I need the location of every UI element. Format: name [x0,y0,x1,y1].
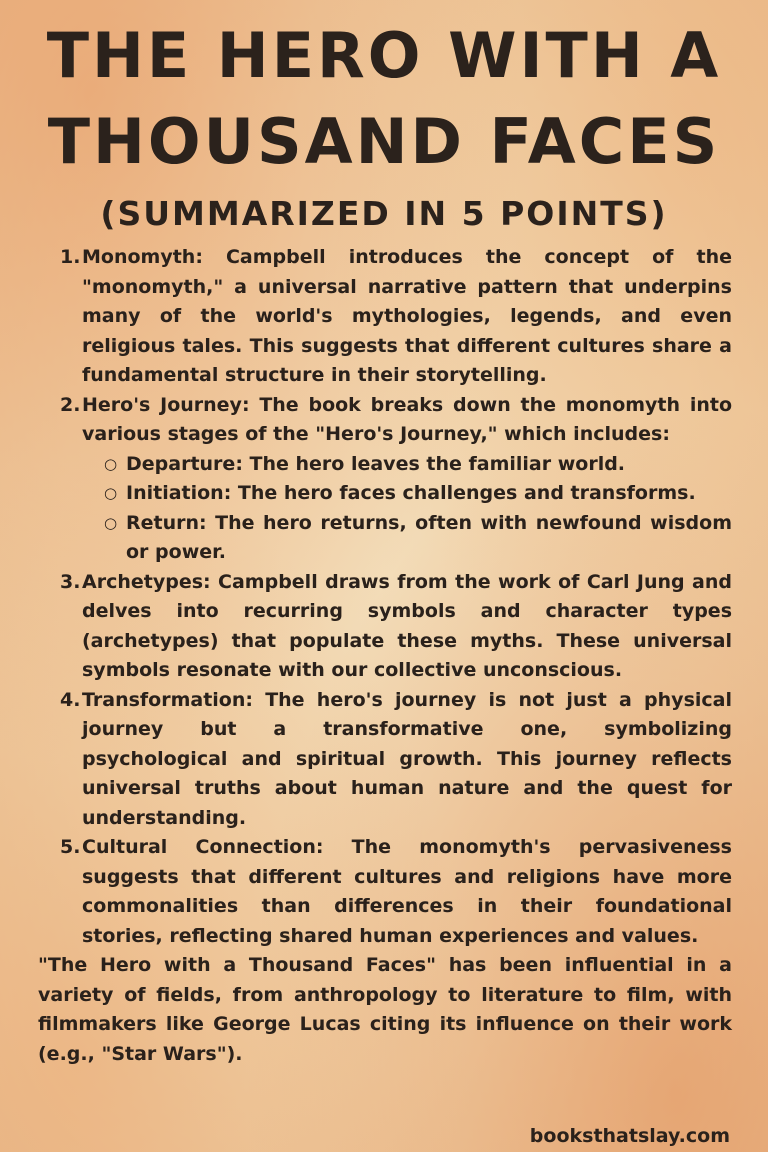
circle-bullet-icon: ○ [104,454,118,473]
point-4 [60,686,732,834]
point-2 [60,391,732,568]
point-text: Hero's Journey: The book breaks down the monomyth into various stages of the "Hero's Journey," which includes: [82,393,732,445]
stage-departure [104,450,732,480]
stage-text: Initiation: The hero faces challenges and transforms. [126,482,696,504]
point-text: Archetypes: Campbell draws from the work of Carl Jung and delves into recurring symbols and character types (archetypes) that populate these myths. These universal symbols resonate with our collective unconscious. [82,570,732,681]
stage-text: Departure: The hero leaves the familiar world. [126,452,626,475]
journey-stages-list [82,450,732,568]
stage-initiation [104,479,732,509]
stage-return [104,509,732,568]
point-text: Monomyth: Campbell introduces the concept of the "monomyth," a universal narrative pattern that underpins many of the world's mythologies, legends, and even religious tales. This suggests that different cultures share a fundamental structure in their storytelling. [82,246,732,386]
title-line-1: THE HERO WITH A [46,19,722,92]
summary-points-list [38,243,732,951]
subtitle: (SUMMARIZED IN 5 POINTS) [100,194,668,233]
title-line-2: THOUSAND FACES [47,105,721,178]
point-number: 5. [60,836,81,858]
point-text: Cultural Connection: The monomyth's pervasiveness suggests that different cultures and religions have more commonalities than differences in their foundational stories, reflecting shared human experiences and values. [82,836,732,947]
circle-bullet-icon: ○ [104,484,118,502]
point-text: Transformation: The hero's journey is not just a physical journey but a transformative one, symbolizing psychological and spiritual growth. This journey reflects universal truths about human nature and the quest for understanding. [82,688,732,829]
point-5 [60,833,732,951]
stage-text: Return: The hero returns, often with newfound wisdom or power. [126,511,732,563]
summary-content [38,243,732,1069]
point-1 [60,243,732,391]
closing-paragraph: "The Hero with a Thousand Faces" has been influential in a variety of fields, from anthropology to literature to film, with filmmakers like George Lucas citing its influence on their work (e.g., "Star Wars"). [38,954,732,1065]
point-number: 4. [60,688,81,711]
point-number: 1. [60,246,81,268]
point-3 [60,568,732,686]
site-credit: booksthatslay.com [529,1125,730,1147]
point-number: 3. [60,570,81,593]
circle-bullet-icon: ○ [104,513,118,532]
point-number: 2. [60,393,81,416]
